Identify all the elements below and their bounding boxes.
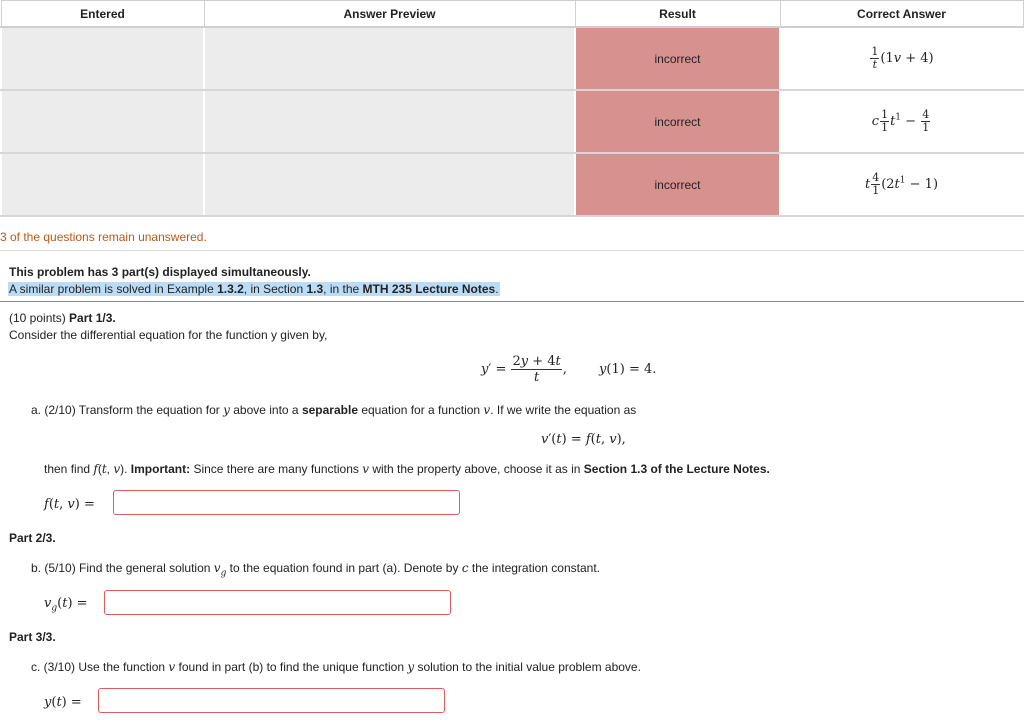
- divider: [0, 301, 1024, 302]
- problem-intro: Consider the differential equation for the function y given by,: [9, 328, 328, 342]
- divider: [0, 250, 1024, 251]
- entered-cell: [1, 90, 204, 153]
- vg-input-label: $v_g(t)$ =: [44, 596, 88, 614]
- y-answer-input[interactable]: [98, 688, 445, 713]
- results-table: [0, 0, 1024, 217]
- differential-equation: y′ = $\frac{2y + 4t}{t}$ , y(1) = 4.: [481, 354, 657, 385]
- part-c-question: c. (3/10) Use the function v found in part (b) to find the unique function y solution to the initial value problem above.: [31, 660, 641, 674]
- part-a-question: a. (2/10) Transform the equation for y above into a separable equation for a function v. If we write the equation as: [31, 403, 637, 417]
- result-cell: incorrect: [575, 27, 780, 90]
- y-input-label: y(t) =: [44, 695, 82, 710]
- unanswered-status: 3 of the questions remain unanswered.: [0, 230, 207, 244]
- table-row: [1, 90, 1023, 153]
- entered-cell: [1, 153, 204, 216]
- lecture-notes-link[interactable]: MTH 235 Lecture Notes: [362, 282, 496, 296]
- header-correct-answer: Correct Answer: [780, 1, 1023, 28]
- entered-cell: [1, 27, 204, 90]
- part1-heading: (10 points) Part 1/3.: [9, 311, 116, 325]
- similar-problem-note: A similar problem is solved in Example 1.3.2, in Section 1.3, in the MTH 235 Lecture Notes.: [9, 282, 499, 296]
- result-cell: incorrect: [575, 90, 780, 153]
- header-entered: Entered: [1, 1, 204, 28]
- part-a-instructions: then find f(t, v). Important: Since there are many functions v with the property above, choose it as in Section 1.3 of the Lecture Notes.: [44, 462, 770, 476]
- part-b-question: b. (5/10) Find the general solution $v_g$ to the equation found in part (a). Denote by c the integration constant.: [31, 561, 600, 579]
- answer-preview-cell: [204, 90, 575, 153]
- answer-preview-cell: [204, 153, 575, 216]
- part3-heading: Part 3/3.: [9, 630, 56, 644]
- table-row: [1, 153, 1023, 216]
- result-cell: incorrect: [575, 153, 780, 216]
- vg-answer-input[interactable]: [104, 590, 451, 615]
- header-result: Result: [575, 1, 780, 28]
- correct-answer-cell: c $\frac{1}{1}$ $t^1$ − $\frac{4}{1}$: [780, 90, 1023, 153]
- table-row: [1, 27, 1023, 90]
- problem-heading: This problem has 3 part(s) displayed simultaneously.: [9, 265, 311, 279]
- separable-form: v′(t) = f(t, v),: [541, 432, 626, 447]
- header-answer-preview: Answer Preview: [204, 1, 575, 28]
- part2-heading: Part 2/3.: [9, 531, 56, 545]
- f-input-label: f(t, v) =: [44, 497, 95, 512]
- correct-answer-cell: t $\frac{4}{1}$ $(2t^1 - 1)$: [780, 153, 1023, 216]
- f-answer-input[interactable]: [113, 490, 460, 515]
- correct-answer-cell: $\frac{1}{t}$ (1v + 4): [780, 27, 1023, 90]
- answer-preview-cell: [204, 27, 575, 90]
